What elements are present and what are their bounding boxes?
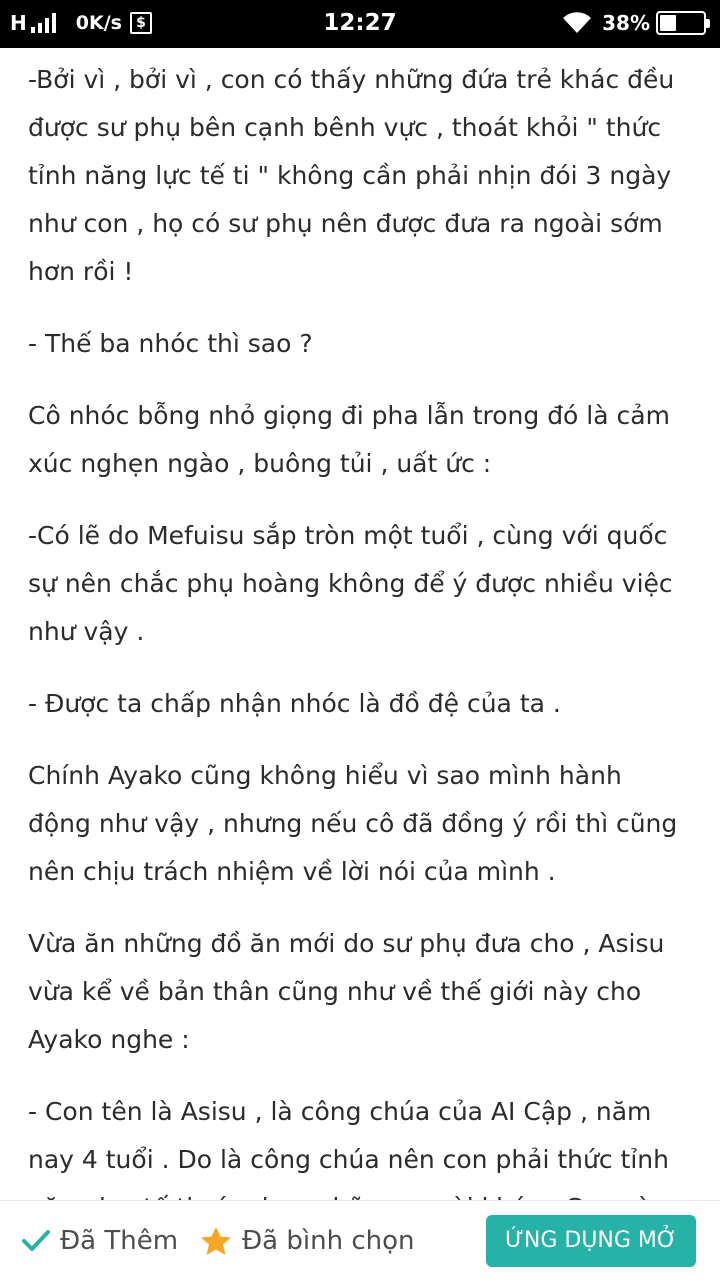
- paragraph: - Được ta chấp nhận nhóc là đồ đệ của ta .: [28, 689, 561, 718]
- chapter-text[interactable]: [28, 56, 692, 1201]
- open-app-button[interactable]: ỨNG DỤNG MỞ: [486, 1215, 696, 1267]
- voted-label: Đã bình chọn: [242, 1225, 415, 1256]
- paragraph: Cô nhóc bỗng nhỏ giọng đi pha lẫn trong đó là cảm xúc nghẹn ngào , buông tủi , uất ức :: [28, 401, 670, 478]
- bottom-action-bar: [0, 1200, 720, 1280]
- battery-percent: 38%: [602, 11, 650, 35]
- paragraph: Chính Ayako cũng không hiểu vì sao mình hành động như vậy , nhưng nếu cô đã đồng ý rồi thì cũng nên chịu trách nhiệm về lời nói của mình .: [28, 761, 678, 886]
- paragraph: -Có lẽ do Mefuisu sắp tròn một tuổi , cùng với quốc sự nên chắc phụ hoàng không để ý được nhiều việc như vậy .: [28, 521, 673, 646]
- paragraph: Vừa ăn những đồ ăn mới do sư phụ đưa cho , Asisu vừa kể về bản thân cũng như về thế giới này cho Ayako nghe :: [28, 929, 665, 1054]
- added-to-library-button[interactable]: [22, 1226, 178, 1256]
- net-speed: 0K/s: [75, 12, 122, 34]
- added-label: Đã Thêm: [60, 1225, 179, 1256]
- dollar-notification-icon: $: [130, 12, 152, 34]
- voted-button[interactable]: [200, 1226, 414, 1256]
- star-icon: [200, 1226, 232, 1256]
- status-right: [562, 11, 706, 35]
- network-type: H: [10, 11, 27, 35]
- paragraph: - Con tên là Asisu , là công chúa của AI Cập , năm nay 4 tuổi . Do là công chúa nên con phải thức tỉnh: [28, 1097, 669, 1174]
- battery-icon: [656, 11, 706, 35]
- battery-fill: [660, 15, 676, 31]
- clock: 12:27: [323, 10, 397, 36]
- checkmark-icon: [22, 1229, 50, 1253]
- status-bar: [0, 0, 720, 48]
- paragraph: -Bởi vì , bởi vì , con có thấy những đứa trẻ khác đều được sư phụ bên cạnh bênh vực , thoát khỏi " thức tỉnh năng lực tế ti " không cần phải nhịn đói 3 ngày như con , họ có sư phụ nên được đưa ra ngoài sớm hơn rồi !: [28, 65, 675, 286]
- wifi-icon: [562, 12, 592, 34]
- paragraph: - Thế ba nhóc thì sao ?: [28, 329, 313, 358]
